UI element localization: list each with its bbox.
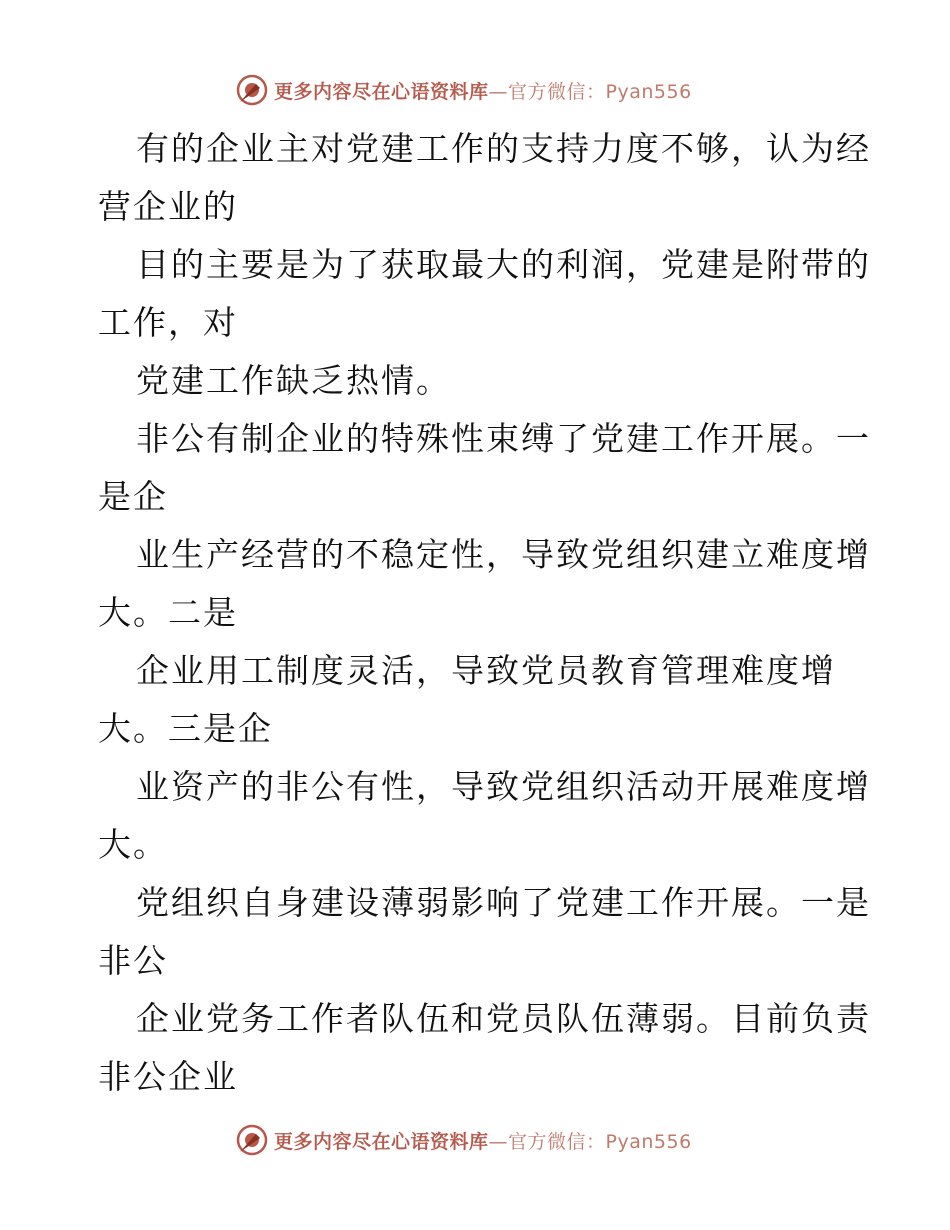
text-line: 非公 xyxy=(98,941,168,980)
header-separator: — xyxy=(488,80,509,103)
footer-wechat-id: Pyan556 xyxy=(605,1130,692,1153)
footer-watermark xyxy=(236,1122,692,1158)
header-brand: 更多内容尽在心语资料库 xyxy=(274,80,489,103)
text-line: 营企业的 xyxy=(98,187,238,226)
header-watermark-text xyxy=(274,77,692,104)
text-line: 业资产的非公有性，导致党组织活动开展难度增 xyxy=(136,767,871,806)
footer-separator: — xyxy=(488,1130,509,1153)
pen-logo-icon xyxy=(236,74,268,106)
text-line: 企业党务工作者队伍和党员队伍薄弱。目前负责 xyxy=(136,999,871,1038)
footer-watermark-text xyxy=(274,1127,692,1154)
text-line: 业生产经营的不稳定性，导致党组织建立难度增 xyxy=(136,535,871,574)
footer-brand: 更多内容尽在心语资料库 xyxy=(274,1130,489,1153)
text-line: 党组织自身建设薄弱影响了党建工作开展。一是 xyxy=(136,883,871,922)
text-line: 非公企业 xyxy=(98,1057,238,1096)
pen-logo-icon xyxy=(236,1124,268,1156)
text-line: 大。二是 xyxy=(98,593,238,632)
footer-wechat-label: 官方微信： xyxy=(508,1130,606,1153)
text-line: 有的企业主对党建工作的支持力度不够，认为经 xyxy=(136,129,871,168)
text-line: 目的主要是为了获取最大的利润，党建是附带的 xyxy=(136,245,871,284)
body-text xyxy=(98,120,871,1106)
header-wechat-id: Pyan556 xyxy=(605,80,692,103)
text-line: 非公有制企业的特殊性束缚了党建工作开展。一 xyxy=(136,419,871,458)
text-line: 大。三是企 xyxy=(98,709,273,748)
text-line: 工作，对 xyxy=(98,303,238,342)
text-line: 党建工作缺乏热情。 xyxy=(136,361,451,400)
text-line: 是企 xyxy=(98,477,168,516)
header-wechat-label: 官方微信： xyxy=(508,80,606,103)
text-line: 企业用工制度灵活，导致党员教育管理难度增 xyxy=(136,651,836,690)
header-watermark xyxy=(236,72,692,108)
text-line: 大。 xyxy=(98,825,168,864)
